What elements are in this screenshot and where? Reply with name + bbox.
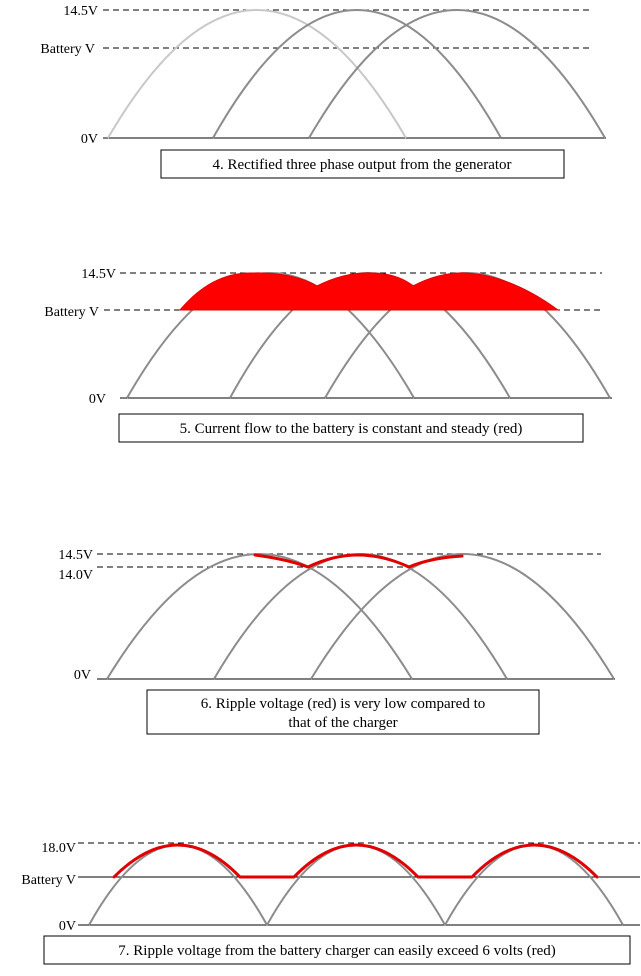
d7-caption-line-1: 7. Ripple voltage from the battery charger can easily exceed 6 volts (red) xyxy=(118,943,556,959)
d6-label-zero: 0V xyxy=(73,668,91,683)
d7-label-top: 18.0V xyxy=(41,841,76,856)
d4-phase-arc-2 xyxy=(213,10,501,138)
d4-label-mid: Battery V xyxy=(40,42,95,57)
d5-caption-line-1: 5. Current flow to the battery is constant and steady (red) xyxy=(179,421,523,437)
d6-label-mid: 14.0V xyxy=(58,568,93,583)
d5-label-mid: Battery V xyxy=(44,305,99,320)
d7-half-wave-1 xyxy=(89,845,267,925)
d4-label-top: 14.5V xyxy=(63,4,98,19)
d7-label-mid: Battery V xyxy=(21,873,76,888)
d6-phase-arc-1 xyxy=(107,554,412,679)
d6-phase-arc-3 xyxy=(311,554,614,679)
d7-ripple-voltage-curve xyxy=(114,845,597,877)
d6-caption-line-2: that of the charger xyxy=(288,715,398,731)
d4-caption-line-1: 4. Rectified three phase output from the generator xyxy=(212,157,512,173)
diagram-6 xyxy=(58,548,615,734)
diagram-5 xyxy=(44,267,612,442)
diagram-7 xyxy=(21,841,640,964)
d7-half-wave-2 xyxy=(267,845,445,925)
d5-label-top: 14.5V xyxy=(81,267,116,282)
d6-label-top: 14.5V xyxy=(58,548,93,563)
d5-charging-current-region xyxy=(180,273,558,310)
d7-half-wave-3 xyxy=(445,845,623,925)
d5-label-zero: 0V xyxy=(88,392,106,407)
d6-caption-line-1: 6. Ripple voltage (red) is very low compared to xyxy=(200,696,486,712)
d6-ripple-voltage-curve xyxy=(255,555,462,567)
d4-phase-arc-3 xyxy=(309,10,605,138)
d7-label-zero: 0V xyxy=(58,919,76,934)
d4-phase-arc-1 xyxy=(108,10,406,138)
d4-label-zero: 0V xyxy=(80,132,98,147)
d6-phase-arc-2 xyxy=(214,554,507,679)
diagram-4 xyxy=(40,4,606,178)
